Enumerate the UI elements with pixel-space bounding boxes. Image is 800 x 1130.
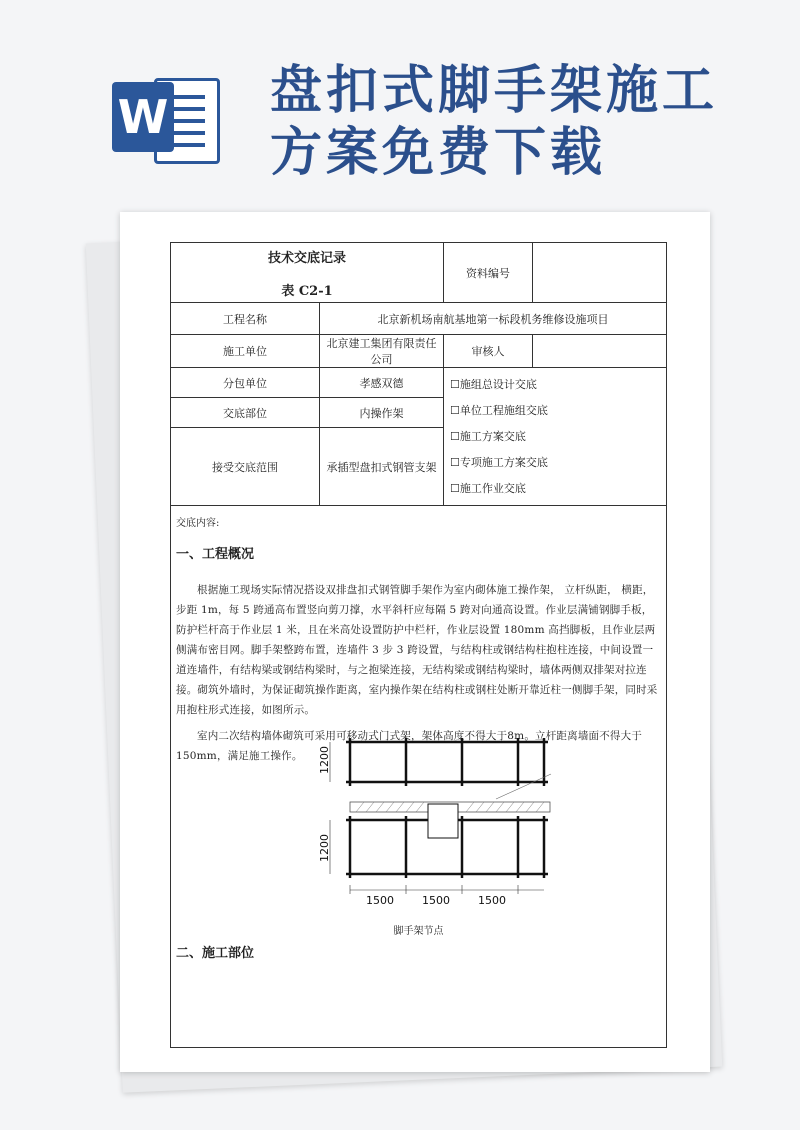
disclosure-type-options [444,368,667,506]
document-page [120,212,710,1072]
column-node [428,804,458,838]
word-document-icon [112,70,217,165]
paragraph-1: 根据施工现场实际情况搭设双排盘扣式钢管脚手架作为室内砌体施工操作架， 立杆纵距， 横距， 步距 1m，每 5 跨通高布置竖向剪刀撑，水平斜杆应每隔 5 跨对向通高设置。作业层满铺钢脚手板，防护栏杆高于作业层 1 米，且在米高处设置防护中栏杆，作业层设置 180mm 高挡脚板，且作业层两侧满布密目网。脚手架整跨布置，连墙件 3 步 3 跨设置，与结构柱或钢结构柱抱柱连接，中间设置一道连墙件，有结构梁或钢结构梁时，与之抱梁连接，无结构梁或钢结构梁时，墙体两侧双排架对拉连接。砌筑外墙时，为保证砌筑操作距离，室内操作架在结构柱或钢柱处断开靠近柱一侧脚手架，同时采用抱柱形式连接，如图所示。 [176,584,658,716]
record-title: 技术交底记录 [267,250,346,266]
banner-title [270,60,750,184]
word-logo-letter: W [112,82,174,152]
diagram-caption: 脚手架节点 [393,926,444,937]
location-value: 内操作架 [320,398,444,428]
section2-title: 二、施工部位 [176,946,255,961]
subcontractor-label: 分包单位 [171,368,320,398]
content-label: 交底内容: [176,518,220,529]
project-name-value: 北京新机场南航基地第一标段机务维修设施项目 [320,303,667,335]
option-special-plan: ☐专项施工方案交底 [450,455,548,469]
record-title-cell [171,243,444,303]
dim-span-2: 1500 [422,894,450,907]
doc-no-label: 资料编号 [444,243,533,303]
dim-span-1: 1500 [366,894,394,907]
doc-no-value [533,243,667,303]
dim-span-3: 1500 [478,894,506,907]
section1-title: 一、工程概况 [176,547,255,562]
option-general-design: ☐施组总设计交底 [450,377,537,391]
scope-label: 接受交底范围 [171,428,320,506]
construction-unit-value: 北京建工集团有限责任公司 [320,335,444,368]
paragraph-2: 室内二次结构墙体砌筑可采用可移动式门式架，架体高度不得大于8m。立杆距离墙面不得大于 150mm，满足施工操作。 [176,730,643,762]
construction-unit-label: 施工单位 [171,335,320,368]
project-name-label: 工程名称 [171,303,320,335]
upper-frame [346,738,548,786]
option-unit-project: ☐单位工程施组交底 [450,403,548,417]
dim-height-top: 1200 [318,746,331,774]
location-label: 交底部位 [171,398,320,428]
form-number: 表 C2-1 [281,283,333,299]
scope-value: 承插型盘扣式钢管支架 [320,428,444,506]
record-header-table [170,242,667,506]
dim-height-bottom: 1200 [318,834,331,862]
option-work-disclosure: ☐施工作业交底 [450,481,526,495]
subcontractor-value: 孝感双德 [320,368,444,398]
scaffold-node-diagram [316,734,556,910]
banner-title-line2: 方案免费下载 [270,123,607,183]
banner [0,0,800,200]
banner-title-line1: 盘扣式脚手架施工 [270,61,719,121]
reviewer-value [533,335,667,368]
reviewer-label: 审核人 [444,335,533,368]
option-construction-plan: ☐施工方案交底 [450,429,526,443]
